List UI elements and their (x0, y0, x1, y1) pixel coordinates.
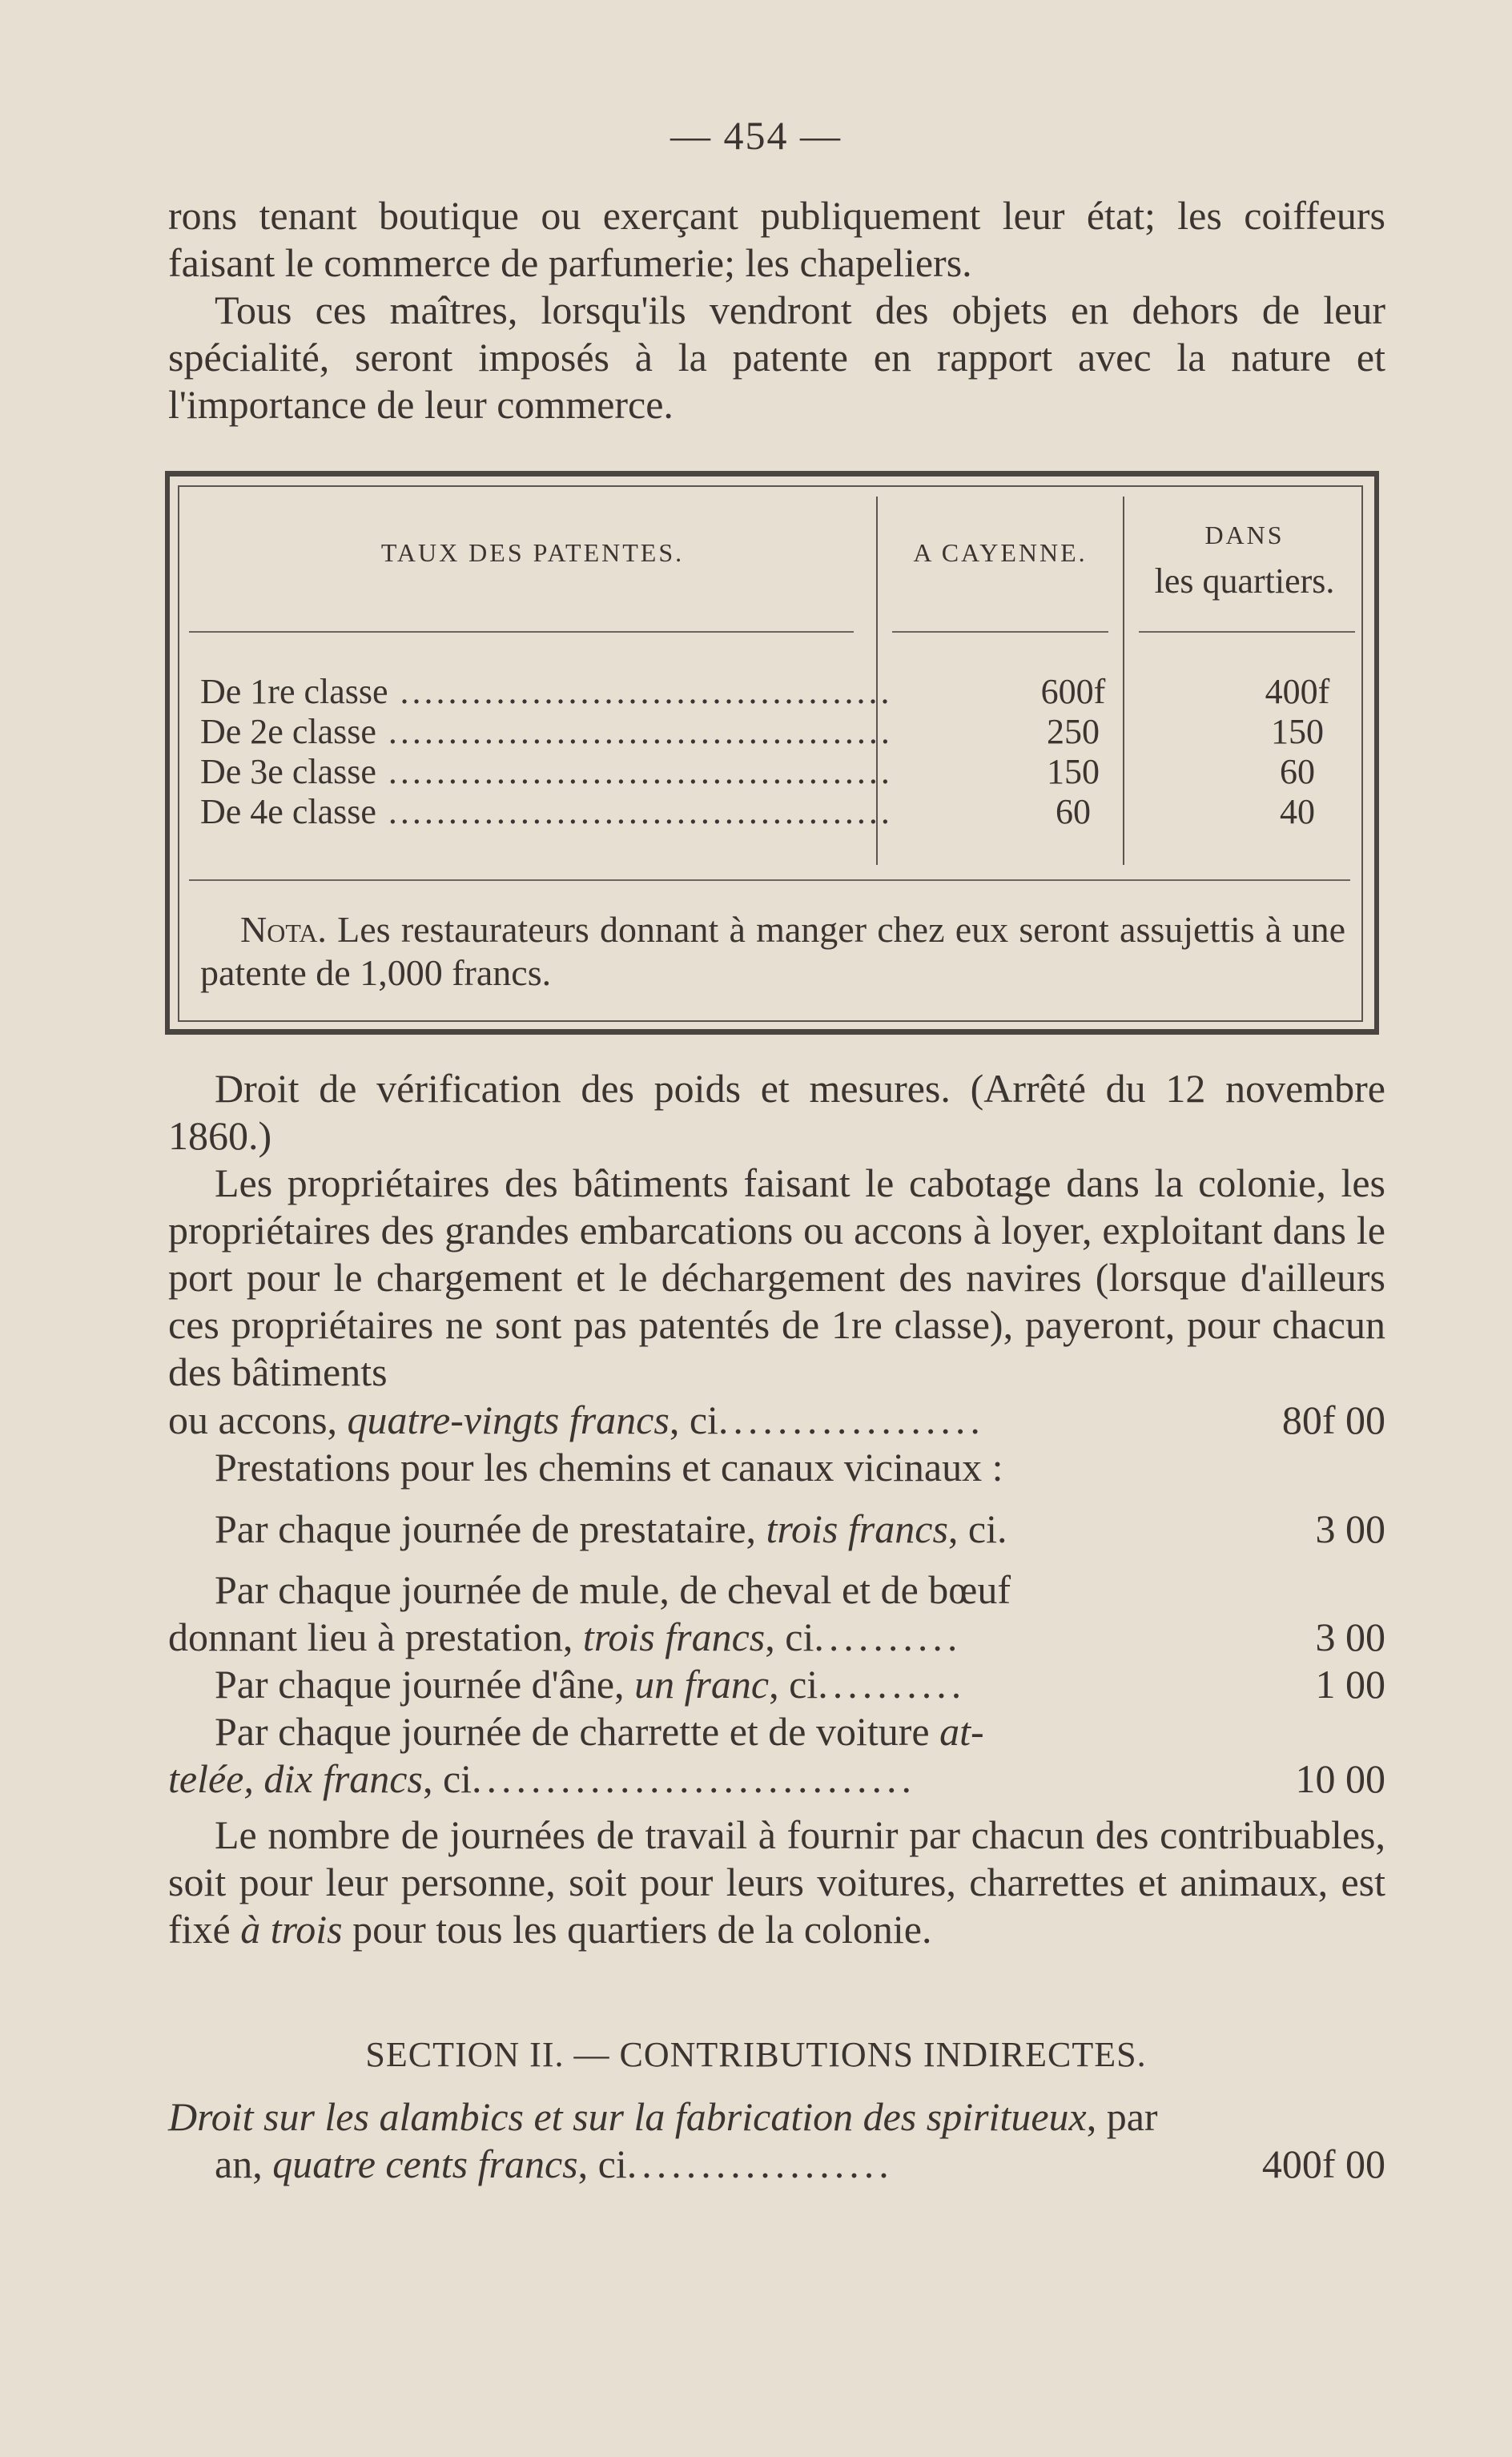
nombre-text: Le nombre de journées de travail à fournir par chacun des contribuables, soit pour leur personne, soit pour leurs voitures, charrettes et animaux, est fixé (168, 1812, 1385, 1952)
prest2a-text: Par chaque journée de mule, de cheval et de bœuf (215, 1567, 1011, 1612)
nota-note (200, 908, 1345, 995)
intro-paragraph-2-text: Tous ces maîtres, lorsqu'ils vendront des objets en dehors de leur spécialité, seront imposés à la patente en rapport avec la nature et l'importance de leur commerce. (168, 288, 1385, 427)
prest1-text: Par chaque journée de prestataire, (215, 1506, 766, 1551)
intro-paragraph-2 (168, 287, 1385, 428)
prest4b-italic: telée, dix francs (168, 1756, 423, 1801)
row-quartiers: 40 (1280, 792, 1315, 831)
prest3-italic: un franc (634, 1662, 770, 1707)
alambics-b-suffix: , ci (577, 2141, 627, 2186)
alambics-b-amount: 400f 00 (1261, 2141, 1385, 2186)
accons-text: ou accons, (168, 1397, 348, 1442)
leader-dots: .............................. (472, 1756, 917, 1801)
prest2b-suffix: , ci (765, 1615, 814, 1659)
row-label: De 4e classe ..... (200, 791, 889, 832)
row-quartiers: 60 (1280, 752, 1315, 791)
prest4a-text: Par chaque journée de charrette et de voiture (215, 1709, 940, 1754)
alambics-b-text: an, (215, 2141, 273, 2186)
header-cayenne: A CAYENNE. (913, 538, 1088, 567)
prest1-suffix: , ci. (947, 1506, 1007, 1551)
accons-amount: 80f 00 (1281, 1397, 1385, 1442)
table-row (200, 751, 1377, 791)
prest2b-text: donnant lieu à prestation, (168, 1615, 583, 1659)
nombre-italic: à trois (240, 1907, 343, 1952)
prest2b-amount: 3 00 (1315, 1615, 1385, 1659)
row-cayenne: 150 (1047, 752, 1100, 791)
header-rule-3 (1139, 631, 1355, 633)
table-row (200, 711, 1377, 751)
table-row (200, 791, 1377, 831)
header-taux: TAUX DES PATENTES. (380, 538, 685, 567)
page-number: — 454 — (670, 113, 842, 158)
accons-line (168, 1397, 1385, 1444)
nota-label: Nota. (240, 909, 327, 950)
header-rule-2 (892, 631, 1108, 633)
prest4b-suffix: , ci (422, 1756, 472, 1801)
alambics-line-a (168, 2093, 1385, 2141)
prest4a-italic: at- (939, 1709, 984, 1754)
row-cayenne: 60 (1056, 792, 1091, 831)
nota-text: Les restaurateurs donnant à manger chez eux seront assujettis à une patente de 1,000 francs. (200, 909, 1345, 993)
header-dans: DANS (1204, 521, 1285, 549)
leader-dots: .......... (818, 1662, 967, 1707)
accons-italic: quatre-vingts francs (347, 1397, 670, 1442)
section-title: SECTION II. — CONTRIBUTIONS INDIRECTES. (365, 2035, 1147, 2074)
leader-dots: .................. (718, 1397, 985, 1442)
prestation-line-2a (168, 1566, 1385, 1614)
accons-suffix: , ci (669, 1397, 718, 1442)
row-cayenne: 250 (1047, 712, 1100, 751)
prest4b-amount: 10 00 (1295, 1756, 1385, 1801)
prest1-italic: trois francs (766, 1506, 948, 1551)
nota-rule (189, 879, 1350, 881)
proprietaires-paragraph (168, 1160, 1385, 1396)
prestation-line-2b (168, 1614, 1385, 1661)
nombre-paragraph (168, 1812, 1385, 1953)
leader-dots: .......... (814, 1615, 963, 1659)
row-label: De 2e classe ..... (200, 711, 889, 752)
alambics-line-b (168, 2141, 1385, 2188)
prest1-amount: 3 00 (1315, 1506, 1385, 1551)
proprietaires-text: Les propriétaires des bâtiments faisant le cabotage dans la colonie, les propriétaires des grandes embarcations ou accons à loyer, exploitant dans le port pour le chargement et le déchargement des navires (lorsque d'ailleurs ces propriétaires ne sont pas patentés de 1re classe), payeront, pour chacun des bâtiments (168, 1160, 1385, 1394)
prestation-line-1 (168, 1506, 1385, 1553)
prest3-suffix: , ci (769, 1662, 818, 1707)
header-quartiers: les quartiers. (1154, 561, 1335, 601)
row-label: De 3e classe ..... (200, 751, 889, 792)
row-quartiers: 150 (1271, 712, 1324, 751)
row-label: De 1re classe ..... (200, 671, 889, 712)
alambics-a-suffix: , par (1086, 2094, 1158, 2139)
row-cayenne: 600f (1040, 672, 1106, 711)
row-quartiers: 400f (1265, 672, 1330, 711)
prest3-text: Par chaque journée d'âne, (215, 1662, 635, 1707)
alambics-a-italic: Droit sur les alambics et sur la fabrication des spiritueux (168, 2094, 1087, 2139)
droit-verification-text: Droit de vérification des poids et mesures. (Arrêté du 12 novembre 1860.) (168, 1066, 1385, 1158)
leader-dots: .................. (626, 2141, 894, 2186)
prestation-line-4b (168, 1755, 1385, 1803)
table-row (200, 671, 1377, 711)
nombre-suffix: pour tous les quartiers de la colonie. (342, 1907, 932, 1952)
prest2b-italic: trois francs (582, 1615, 766, 1659)
prestation-line-4a (168, 1708, 1385, 1755)
intro-paragraph-1: rons tenant boutique ou exerçant publiquement leur état; les coiffeurs faisant le commerce de parfumerie; les chapeliers. (168, 193, 1385, 285)
header-rule-1 (189, 631, 854, 633)
alambics-b-italic: quatre cents francs (272, 2141, 578, 2186)
droit-verification (168, 1065, 1385, 1160)
prestations-title-text: Prestations pour les chemins et canaux vicinaux : (215, 1445, 1003, 1490)
prestation-line-3 (168, 1661, 1385, 1708)
prest3-amount: 1 00 (1315, 1662, 1385, 1707)
prestations-title (168, 1444, 1385, 1491)
